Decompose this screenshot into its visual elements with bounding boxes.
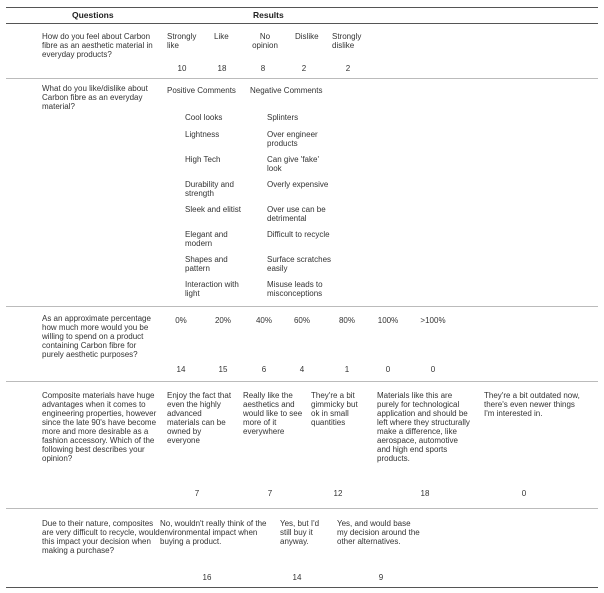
positive-comments-header: Positive Comments xyxy=(167,86,236,95)
positive-comment: Cool looks xyxy=(185,113,223,122)
option-label: >100% xyxy=(420,316,446,325)
count-value: 1 xyxy=(344,365,350,374)
option-label: No opinion xyxy=(252,32,278,50)
negative-comment: Can give 'fake' look xyxy=(267,155,319,173)
option-label: 80% xyxy=(338,316,355,325)
option-label: They're a bit gimmicky but ok in small quantities xyxy=(311,391,358,427)
count-value: 7 xyxy=(194,489,200,498)
positive-comment: Durability and strength xyxy=(185,180,234,198)
count-value: 18 xyxy=(420,489,430,498)
option-label: Dislike xyxy=(295,32,319,41)
question-text: As an approximate percentage how much more would you be willing to spend on a product containing Carbon fibre for purely aesthetic purposes? xyxy=(42,314,151,359)
count-value: 0 xyxy=(385,365,391,374)
negative-comments-header: Negative Comments xyxy=(250,86,323,95)
count-value: 2 xyxy=(345,64,351,73)
option-label: Strongly dislike xyxy=(332,32,362,50)
positive-comment: Elegant and modern xyxy=(185,230,228,248)
count-value: 0 xyxy=(521,489,527,498)
negative-comment: Surface scratches easily xyxy=(267,255,332,273)
results-header: Results xyxy=(253,10,284,20)
negative-comment: Overly expensive xyxy=(267,180,329,189)
questions-header: Questions xyxy=(72,10,114,20)
count-value: 15 xyxy=(218,365,228,374)
option-label: Enjoy the fact that even the highly advanced materials can be owned by everyone xyxy=(167,391,232,445)
option-label: Yes, and would base my decision around the other alternatives. xyxy=(337,519,420,546)
negative-comment: Over engineer products xyxy=(267,130,318,148)
option-label: 100% xyxy=(377,316,399,325)
count-value: 9 xyxy=(378,573,384,582)
option-label: Really like the aesthetics and would like to see more of it everywhere xyxy=(243,391,303,436)
option-label: 40% xyxy=(255,316,272,325)
question-text: Due to their nature, composites are very difficult to recycle, would this impact your decision when making a purchase? xyxy=(42,519,160,555)
positive-comment: Shapes and pattern xyxy=(185,255,228,273)
option-label: 0% xyxy=(175,316,187,325)
count-value: 12 xyxy=(333,489,343,498)
count-value: 8 xyxy=(260,64,266,73)
option-label: Strongly like xyxy=(167,32,197,50)
positive-comment: High Tech xyxy=(185,155,221,164)
option-label: They're a bit outdated now, there's even newer things I'm interested in. xyxy=(484,391,580,418)
question-text: How do you feel about Carbon fibre as an aesthetic material in everyday products? xyxy=(42,32,153,59)
option-label: 20% xyxy=(214,316,231,325)
question-text: Composite materials have huge advantages when it comes to engineering properties, however since the late 90's have become more and more desirable as a fashion accessory. Which of the following best describes your opinion? xyxy=(42,391,157,463)
row-divider xyxy=(6,306,598,307)
question-text: What do you like/dislike about Carbon fibre as an everyday material? xyxy=(42,84,148,111)
positive-comment: Interaction with light xyxy=(185,280,239,298)
count-value: 16 xyxy=(202,573,212,582)
count-value: 14 xyxy=(176,365,186,374)
row-divider xyxy=(6,508,598,509)
option-label: 60% xyxy=(293,316,310,325)
positive-comment: Lightness xyxy=(185,130,220,139)
option-label: Like xyxy=(214,32,229,41)
row-divider xyxy=(6,381,598,382)
row-divider xyxy=(6,78,598,79)
count-value: 14 xyxy=(292,573,302,582)
count-value: 4 xyxy=(299,365,305,374)
count-value: 2 xyxy=(301,64,307,73)
count-value: 10 xyxy=(177,64,187,73)
option-label: Materials like this are purely for technological application and should be left where they structurally make a difference, like aerospace, automotive and high end sports products. xyxy=(377,391,470,463)
negative-comment: Difficult to recycle xyxy=(267,230,330,239)
option-label: No, wouldn't really think of the environmental impact when buying a product. xyxy=(160,519,267,546)
option-label: Yes, but I'd still buy it anyway. xyxy=(280,519,320,546)
negative-comment: Misuse leads to misconceptions xyxy=(267,280,323,298)
count-value: 18 xyxy=(217,64,227,73)
negative-comment: Over use can be detrimental xyxy=(267,205,326,223)
count-value: 7 xyxy=(267,489,273,498)
count-value: 6 xyxy=(261,365,267,374)
count-value: 0 xyxy=(430,365,436,374)
negative-comment: Splinters xyxy=(267,113,299,122)
top-rule xyxy=(6,7,598,8)
header-rule xyxy=(6,23,598,24)
positive-comment: Sleek and elitist xyxy=(185,205,242,214)
bottom-rule xyxy=(6,587,598,588)
